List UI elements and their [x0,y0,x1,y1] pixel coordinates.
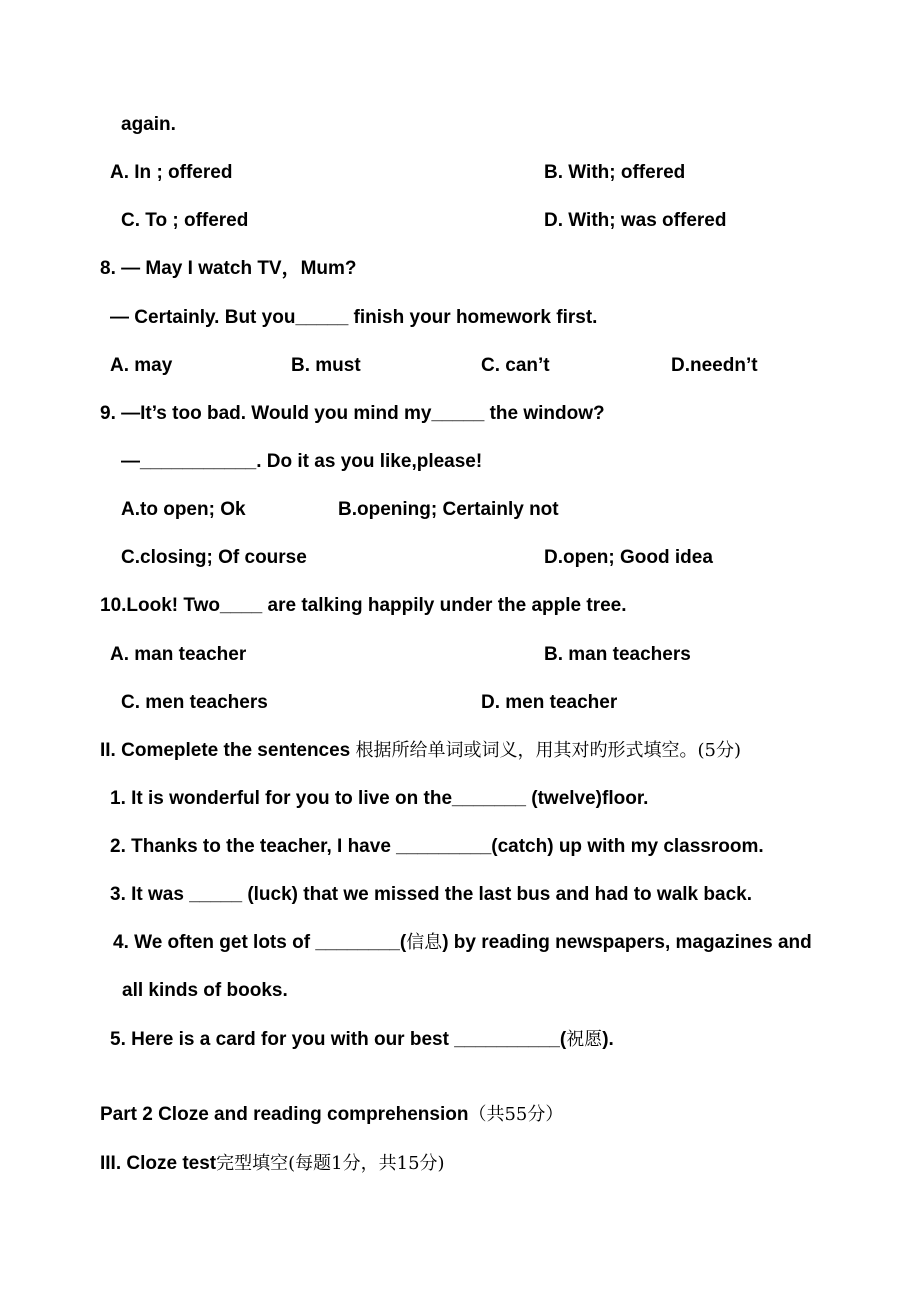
q10-stem: 10.Look! Two____ are talking happily under the apple tree. [100,595,627,616]
q8-option-b: B. must [291,355,361,376]
section-2-title-cn: 根据所给单词或词义，用其对旳形式填空。(5分) [355,740,742,761]
q9-option-d: D.open; Good idea [544,547,713,568]
section-3-heading [100,1152,445,1176]
q10-option-a: A. man teacher [110,644,247,665]
sentence-4 [113,931,812,955]
q8-option-d: D.needn’t [671,355,758,376]
sentence-5-part-a: 5. Here is a card for you with our best __________( [110,1029,567,1050]
part-2-heading [100,1103,563,1127]
q9-stem: 9. —It’s too bad. Would you mind my_____ the window? [100,403,605,424]
sentence-5 [110,1028,614,1052]
section-2-title-en: II. Comeplete the sentences [100,740,356,761]
q10-option-c: C. men teachers [121,692,268,713]
q7-option-b: B. With; offered [544,162,686,183]
q7-option-c: C. To ; offered [121,210,249,231]
sentence-1: 1. It is wonderful for you to live on the_______ (twelve)floor. [110,788,649,809]
q7-option-a: A. In ; offered [110,162,233,183]
sentence-3: 3. It was _____ (luck) that we missed the last bus and had to walk back. [110,884,752,905]
section-2-heading [100,739,741,763]
sentence-4-part-b: ) by reading newspapers, magazines and [442,932,812,953]
sentence-4-hint: 信息 [406,932,443,953]
part-2-title-cn: （共55分） [468,1104,564,1125]
section-3-title-en: III. Cloze test [100,1153,217,1174]
q8-option-a: A. may [110,355,173,376]
sentence-5-part-b: ). [602,1029,614,1050]
q8-reply: — Certainly. But you_____ finish your homework first. [110,307,598,328]
section-3-title-cn: 完型填空(每题1分，共15分) [216,1153,445,1174]
q10-option-d: D. men teacher [481,692,618,713]
sentence-4-continuation: all kinds of books. [122,980,288,1001]
q9-option-c: C.closing; Of course [121,547,307,568]
q8-stem: 8. — May I watch TV，Mum? [100,258,357,279]
sentence-5-hint: 祝愿 [566,1029,603,1050]
q7-option-d: D. With; was offered [544,210,727,231]
sentence-4-part-a: 4. We often get lots of ________( [113,932,407,953]
q9-option-a: A.to open; Ok [121,499,246,520]
sentence-2: 2. Thanks to the teacher, I have _________(catch) up with my classroom. [110,836,764,857]
q9-option-b: B.opening; Certainly not [338,499,559,520]
q8-option-c: C. can’t [481,355,550,376]
q7-continuation: again. [121,114,176,135]
q9-reply: —___________. Do it as you like,please! [121,451,483,472]
part-2-title-en: Part 2 Cloze and reading comprehension [100,1104,469,1125]
q10-option-b: B. man teachers [544,644,691,665]
